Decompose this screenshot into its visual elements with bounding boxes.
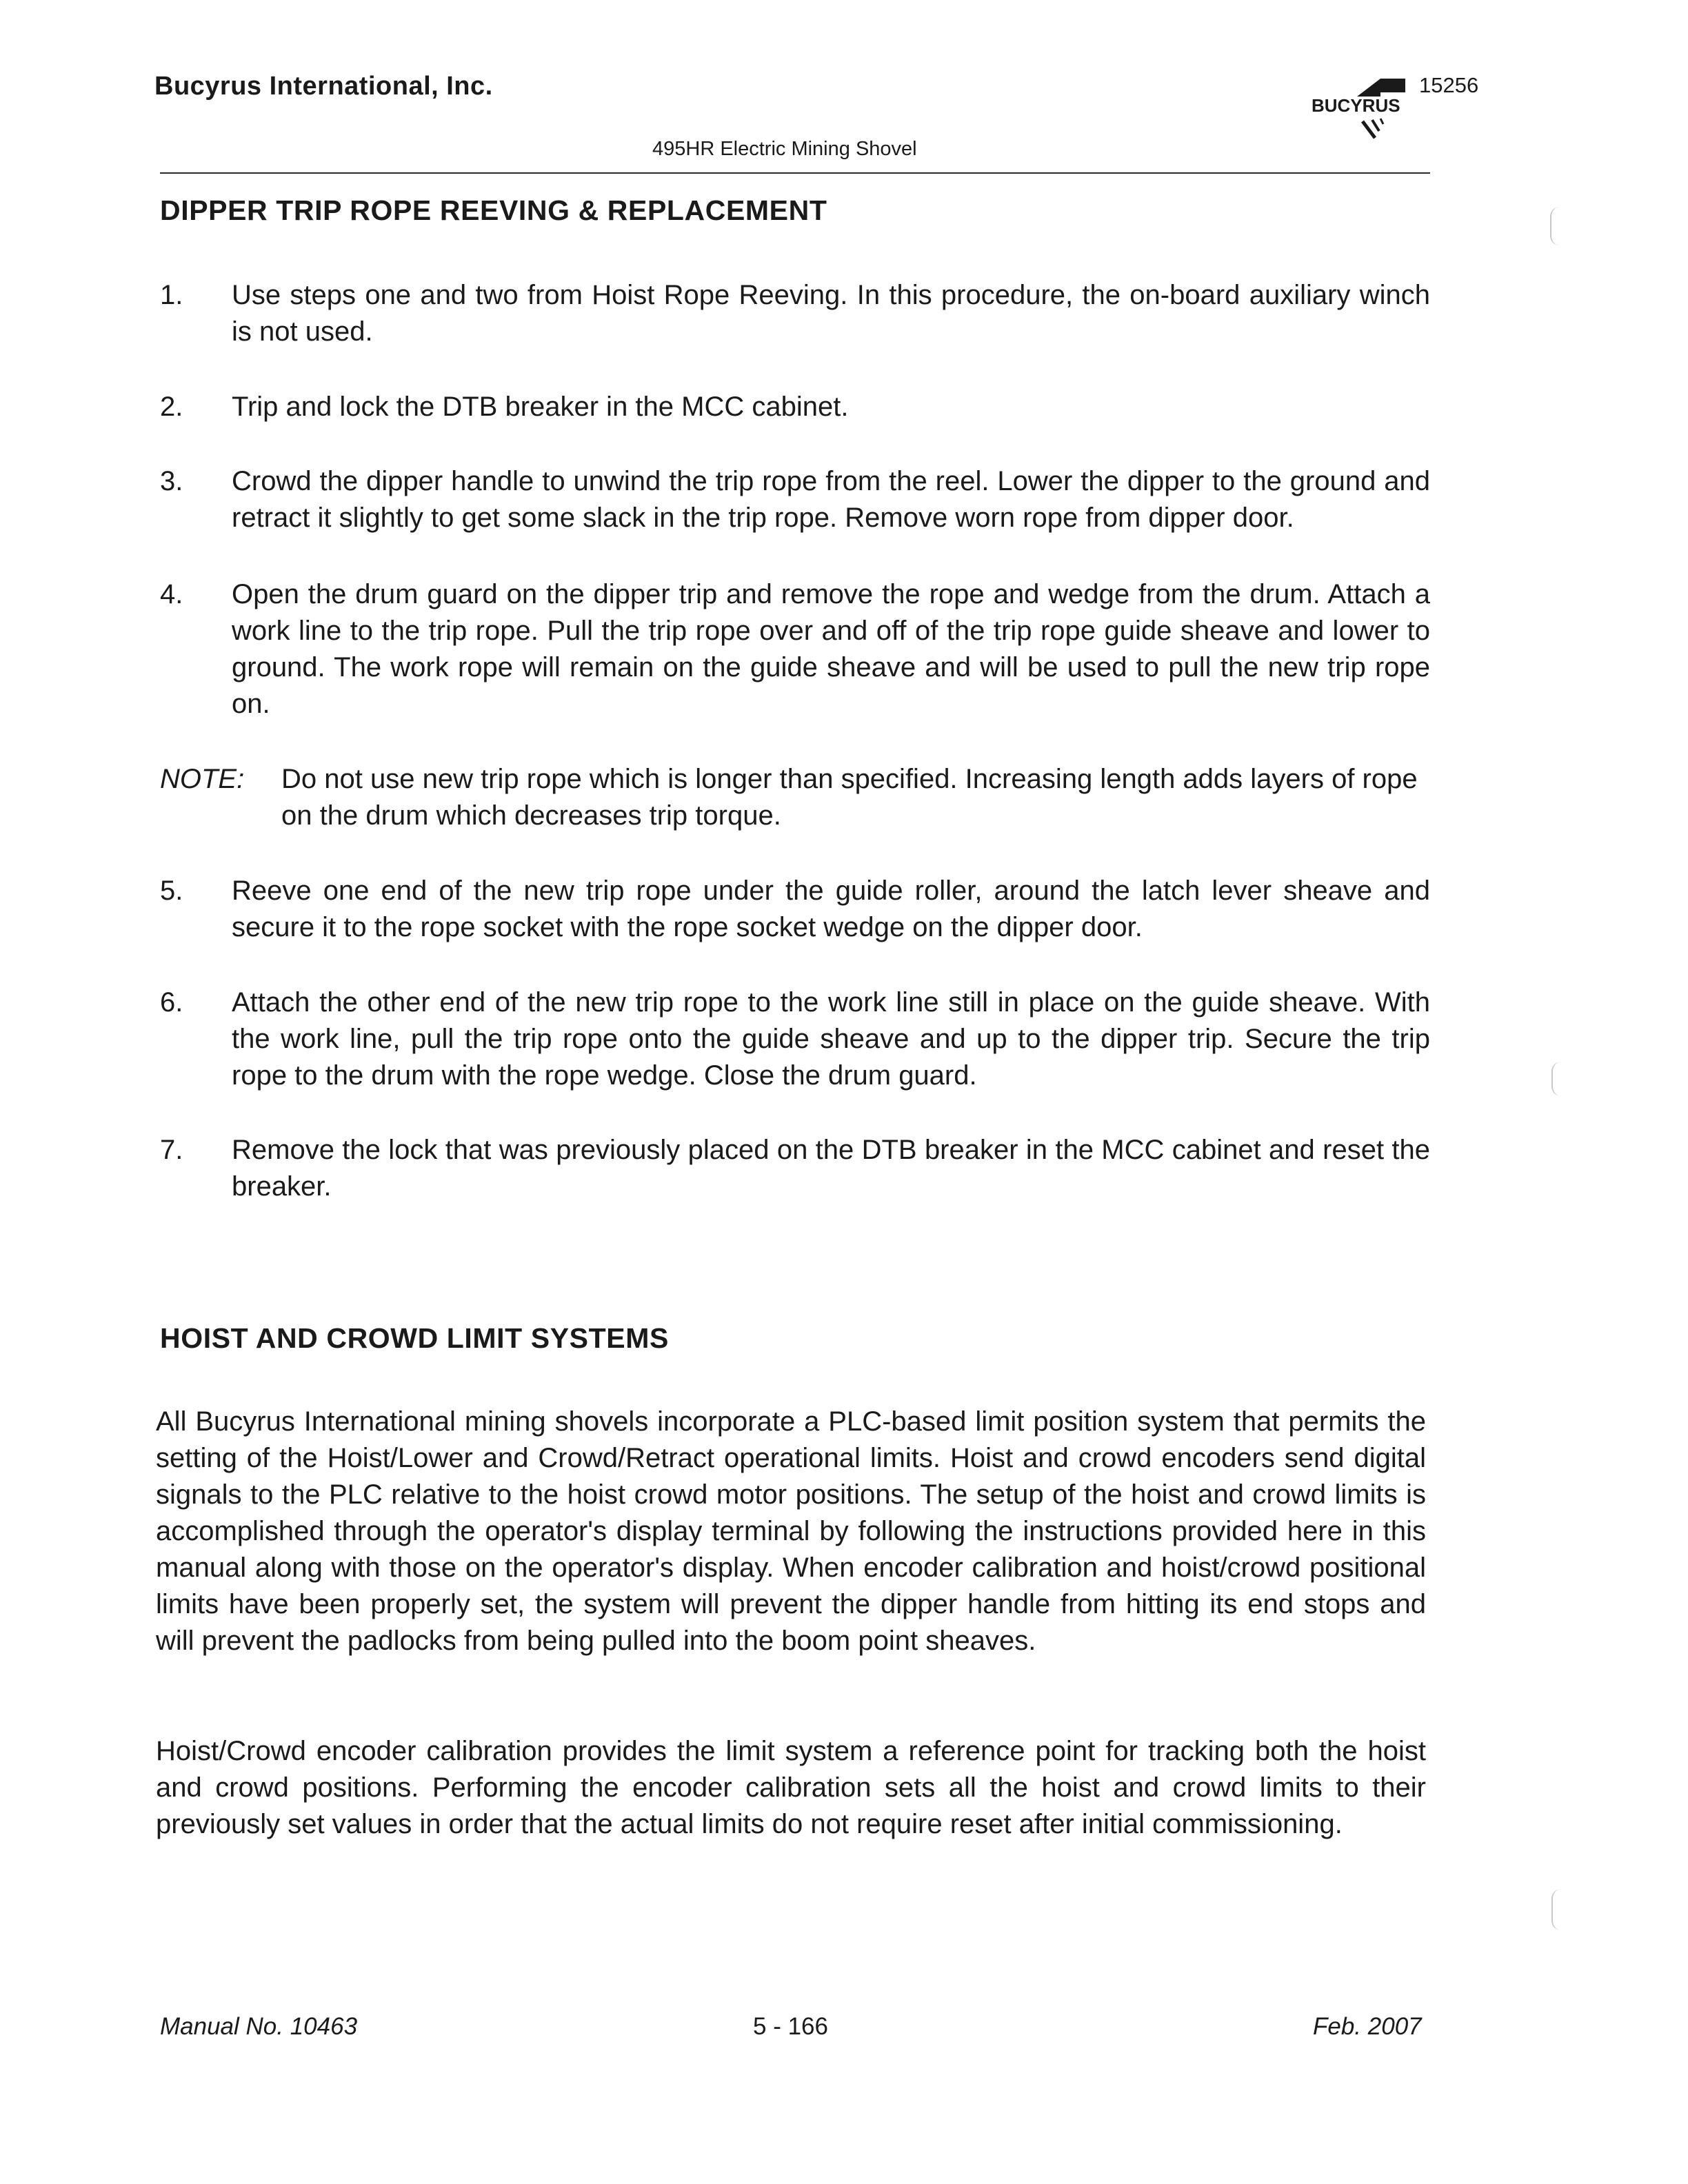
scan-mark <box>1550 207 1561 245</box>
step-text: Use steps one and two from Hoist Rope Reeving. In this procedure, the on-board auxiliary winch is not used. <box>232 280 1430 347</box>
step-text: Crowd the dipper handle to unwind the trip rope from the reel. Lower the dipper to the ground and retract it slightly to get some slack in the trip rope. Remove worn rope from dipper door. <box>232 466 1430 533</box>
list-item <box>160 463 1430 536</box>
step-number: 2. <box>160 392 183 422</box>
body-paragraph: All Bucyrus International mining shovels incorporate a PLC-based limit position system that permits the setting of the Hoist/Lower and Crowd/Retract operational limits. Hoist and crowd encoders send digital signals to the PLC relative to the hoist crowd motor positions. The setup of the hoist and crowd limits is accomplished through the operator's display terminal by following the instructions provided here in this manual along with those on the operator's display. When encoder calibration and hoist/crowd positional limits have been properly set, the system will prevent the dipper handle from hitting its end stops and will prevent the padlocks from being pulled into the boom point sheaves. <box>156 1406 1426 1656</box>
note-text: Do not use new trip rope which is longer than specified. Increasing length adds layers of rope on the drum which decreases trip torque. <box>281 764 1418 831</box>
footer-page-number: 5 - 166 <box>753 2013 828 2040</box>
step-text: Reeve one end of the new trip rope under the guide roller, around the latch lever sheave and secure it to the rope socket with the rope socket wedge on the dipper door. <box>232 876 1430 942</box>
body-paragraph: Hoist/Crowd encoder calibration provides the limit system a reference point for tracking both the hoist and crowd positions. Performing the encoder calibration sets all the hoist and crowd limits to their previously set values in order that the actual limits do not require reset after initial commissioning. <box>156 1736 1426 1839</box>
list-item <box>160 277 1430 350</box>
bucyrus-logo-icon <box>1309 69 1433 150</box>
step-number: 7. <box>160 1135 183 1165</box>
section-heading-dipper-trip: DIPPER TRIP ROPE REEVING & REPLACEMENT <box>160 194 827 226</box>
scan-mark <box>1551 1062 1563 1096</box>
step-text: Remove the lock that was previously placed on the DTB breaker in the MCC cabinet and reset the breaker. <box>232 1135 1430 1202</box>
step-number: 6. <box>160 987 183 1018</box>
subtitle-text: 495HR Electric Mining Shovel <box>652 138 917 160</box>
note-label: NOTE: <box>160 764 245 794</box>
footer-manual-number: Manual No. 10463 <box>160 2013 358 2040</box>
document-number: 15256 <box>1419 73 1479 97</box>
list-item <box>160 389 1430 425</box>
step-number: 4. <box>160 579 183 609</box>
section-heading-limit-systems: HOIST AND CROWD LIMIT SYSTEMS <box>160 1322 669 1354</box>
step-number: 3. <box>160 466 183 496</box>
list-item <box>160 576 1430 722</box>
step-number: 1. <box>160 280 183 310</box>
step-number: 5. <box>160 876 183 906</box>
logo-text: BUCYRUS <box>1312 95 1400 116</box>
step-text: Open the drum guard on the dipper trip and remove the rope and wedge from the drum. Attach a work line to the trip rope. Pull the trip rope over and off of the trip rope guide sheave and lower to ground. The work rope will remain on the guide sheave and will be used to pull the new trip rope on. <box>232 579 1430 719</box>
step-text: Attach the other end of the new trip rope to the work line still in place on the guide sheave. With the work line, pull the trip rope onto the guide sheave and up to the dipper trip. Secure the trip rope to the drum with the rope wedge. Close the drum guard. <box>232 987 1430 1091</box>
scan-mark <box>1551 1889 1563 1930</box>
company-name: Bucyrus International, Inc. <box>154 72 493 101</box>
header-rule <box>160 172 1430 174</box>
list-item <box>160 984 1430 1094</box>
step-text: Trip and lock the DTB breaker in the MCC cabinet. <box>232 392 849 422</box>
list-item <box>160 873 1430 946</box>
footer-date: Feb. 2007 <box>1313 2013 1422 2040</box>
note-block <box>160 761 1430 834</box>
list-item <box>160 1132 1430 1205</box>
